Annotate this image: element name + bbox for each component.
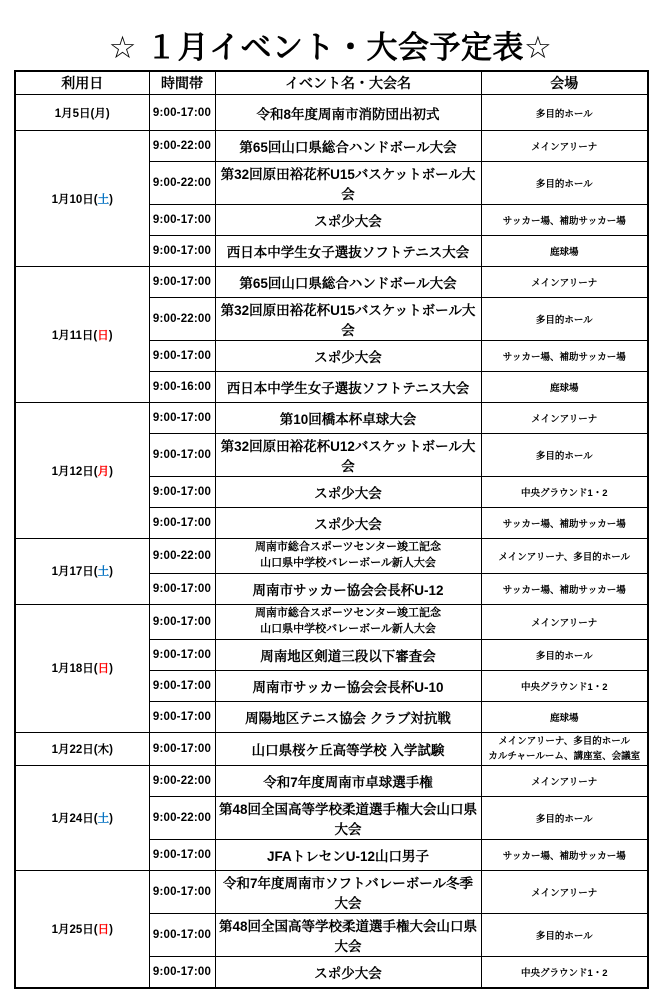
weekday-label: 木 <box>97 743 110 756</box>
venue-cell: メインアリーナ、多目的ホール <box>481 539 648 574</box>
venue-cell: 多目的ホール <box>481 162 648 205</box>
date-label: 1月22日( <box>51 743 98 756</box>
date-label-close: ) <box>109 566 113 579</box>
time-cell: 9:00-22:00 <box>149 766 215 797</box>
event-cell: 西日本中学生女子選抜ソフトテニス大会 <box>215 236 481 267</box>
event-cell: 周南市サッカー協会会長杯U-10 <box>215 670 481 701</box>
event-cell: 周南地区剣道三段以下審査会 <box>215 639 481 670</box>
time-cell: 9:00-17:00 <box>149 236 215 267</box>
date-cell <box>15 403 149 539</box>
venue-cell: メインアリーナ、多目的ホール カルチャールーム、講座室、会議室 <box>481 732 648 765</box>
event-cell: 第48回全国高等学校柔道選手権大会山口県大会 <box>215 797 481 840</box>
weekday-label: 土 <box>97 566 110 579</box>
time-cell: 9:00-22:00 <box>149 131 215 162</box>
event-cell: 第32回原田裕花杯U15バスケットボール大会 <box>215 298 481 341</box>
weekday-label: 日 <box>97 923 110 936</box>
event-cell: 第32回原田裕花杯U15バスケットボール大会 <box>215 162 481 205</box>
date-label-close: ) <box>108 329 113 342</box>
date-label-close: ) <box>109 743 113 756</box>
event-cell: スポ少大会 <box>215 341 481 372</box>
venue-cell: 中央グラウンド1・2 <box>481 957 648 988</box>
event-cell: 第10回橋本杯卓球大会 <box>215 403 481 434</box>
event-cell: 第32回原田裕花杯U12バスケットボール大会 <box>215 434 481 477</box>
time-cell: 9:00-17:00 <box>149 573 215 604</box>
event-cell: 第65回山口県総合ハンドボール大会 <box>215 267 481 298</box>
table-row <box>15 403 648 434</box>
venue-cell: メインアリーナ <box>481 403 648 434</box>
table-row <box>15 871 648 914</box>
event-cell: 周南市総合スポーツセンター竣工記念 山口県中学校バレーボール新人大会 <box>215 604 481 639</box>
date-label: 1月11日( <box>51 329 98 342</box>
table-row <box>15 732 648 765</box>
table-row <box>15 766 648 797</box>
column-header-event: イベント名・大会名 <box>215 71 481 95</box>
time-cell: 9:00-17:00 <box>149 403 215 434</box>
time-cell: 9:00-17:00 <box>149 267 215 298</box>
time-cell: 9:00-17:00 <box>149 957 215 988</box>
time-cell: 9:00-17:00 <box>149 732 215 765</box>
event-cell: スポ少大会 <box>215 957 481 988</box>
weekday-label: 日 <box>97 329 109 342</box>
event-cell: JFAトレセンU-12山口男子 <box>215 840 481 871</box>
event-cell: 周南市総合スポーツセンター竣工記念 山口県中学校バレーボール新人大会 <box>215 539 481 574</box>
venue-cell: サッカー場、補助サッカー場 <box>481 840 648 871</box>
venue-cell: 多目的ホール <box>481 639 648 670</box>
weekday-label: 土 <box>97 193 110 206</box>
venue-cell: 多目的ホール <box>481 298 648 341</box>
event-cell: スポ少大会 <box>215 508 481 539</box>
event-cell: 周南市サッカー協会会長杯U-12 <box>215 573 481 604</box>
time-cell: 9:00-17:00 <box>149 914 215 957</box>
page-title: ☆ １月イベント・大会予定表☆ <box>108 30 553 65</box>
time-cell: 9:00-22:00 <box>149 298 215 341</box>
venue-cell: メインアリーナ <box>481 131 648 162</box>
time-cell: 9:00-16:00 <box>149 372 215 403</box>
weekday-label: 日 <box>97 663 110 676</box>
column-header-date: 利用日 <box>15 71 149 95</box>
column-header-venue: 会場 <box>481 71 648 95</box>
date-label: 1月24日( <box>51 813 98 826</box>
date-cell <box>15 871 149 988</box>
date-label: 1月5日( <box>54 107 95 120</box>
time-cell: 9:00-17:00 <box>149 701 215 732</box>
event-cell: 令和7年度周南市卓球選手権 <box>215 766 481 797</box>
venue-cell: 多目的ホール <box>481 797 648 840</box>
venue-cell: メインアリーナ <box>481 604 648 639</box>
venue-cell: 多目的ホール <box>481 95 648 131</box>
weekday-label: 月 <box>97 465 110 478</box>
event-cell: スポ少大会 <box>215 477 481 508</box>
event-cell: 西日本中学生女子選抜ソフトテニス大会 <box>215 372 481 403</box>
date-cell <box>15 539 149 605</box>
event-cell: 第48回全国高等学校柔道選手権大会山口県大会 <box>215 914 481 957</box>
venue-cell: メインアリーナ <box>481 871 648 914</box>
date-label-close: ) <box>109 465 113 478</box>
table-row <box>15 267 648 298</box>
event-cell: 令和7年度周南市ソフトバレーボール冬季大会 <box>215 871 481 914</box>
weekday-label: 土 <box>97 813 110 826</box>
schedule-table-body <box>15 95 648 988</box>
venue-cell: 中央グラウンド1・2 <box>481 670 648 701</box>
event-cell: 第65回山口県総合ハンドボール大会 <box>215 131 481 162</box>
time-cell: 9:00-22:00 <box>149 797 215 840</box>
venue-cell: サッカー場、補助サッカー場 <box>481 573 648 604</box>
venue-cell: サッカー場、補助サッカー場 <box>481 508 648 539</box>
event-cell: 令和8年度周南市消防団出初式 <box>215 95 481 131</box>
venue-cell: 中央グラウンド1・2 <box>481 477 648 508</box>
time-cell: 9:00-17:00 <box>149 341 215 372</box>
date-label: 1月18日( <box>51 663 98 676</box>
table-row <box>15 604 648 639</box>
time-cell: 9:00-17:00 <box>149 205 215 236</box>
date-label-close: ) <box>109 813 113 826</box>
date-cell <box>15 95 149 131</box>
time-cell: 9:00-17:00 <box>149 508 215 539</box>
time-cell: 9:00-17:00 <box>149 95 215 131</box>
time-cell: 9:00-17:00 <box>149 670 215 701</box>
time-cell: 9:00-17:00 <box>149 639 215 670</box>
venue-cell: 庭球場 <box>481 701 648 732</box>
date-cell <box>15 766 149 871</box>
time-cell: 9:00-17:00 <box>149 434 215 477</box>
date-label-close: ) <box>109 193 113 206</box>
table-row <box>15 131 648 162</box>
event-cell: 山口県桜ケ丘高等学校 入学試験 <box>215 732 481 765</box>
date-label: 1月17日( <box>51 566 98 579</box>
column-header-time: 時間帯 <box>149 71 215 95</box>
table-header-row <box>15 71 648 95</box>
time-cell: 9:00-17:00 <box>149 840 215 871</box>
date-label: 1月10日( <box>51 193 98 206</box>
venue-cell: 多目的ホール <box>481 434 648 477</box>
venue-cell: 庭球場 <box>481 236 648 267</box>
venue-cell: サッカー場、補助サッカー場 <box>481 341 648 372</box>
date-label: 1月12日( <box>51 465 98 478</box>
table-row <box>15 539 648 574</box>
venue-cell: メインアリーナ <box>481 766 648 797</box>
date-label: 1月25日( <box>51 923 98 936</box>
date-label-close: ) <box>109 923 113 936</box>
time-cell: 9:00-17:00 <box>149 871 215 914</box>
venue-cell: サッカー場、補助サッカー場 <box>481 205 648 236</box>
event-cell: 周陽地区テニス協会 クラブ対抗戦 <box>215 701 481 732</box>
date-cell <box>15 604 149 732</box>
venue-cell: 庭球場 <box>481 372 648 403</box>
date-cell <box>15 267 149 403</box>
venue-cell: メインアリーナ <box>481 267 648 298</box>
time-cell: 9:00-22:00 <box>149 539 215 574</box>
weekday-label: 月 <box>94 107 106 120</box>
venue-cell: 多目的ホール <box>481 914 648 957</box>
time-cell: 9:00-17:00 <box>149 604 215 639</box>
event-cell: スポ少大会 <box>215 205 481 236</box>
time-cell: 9:00-17:00 <box>149 477 215 508</box>
table-row <box>15 95 648 131</box>
date-cell <box>15 732 149 765</box>
date-cell <box>15 131 149 267</box>
date-label-close: ) <box>109 663 113 676</box>
time-cell: 9:00-22:00 <box>149 162 215 205</box>
date-label-close: ) <box>105 107 110 120</box>
schedule-table <box>14 70 649 989</box>
